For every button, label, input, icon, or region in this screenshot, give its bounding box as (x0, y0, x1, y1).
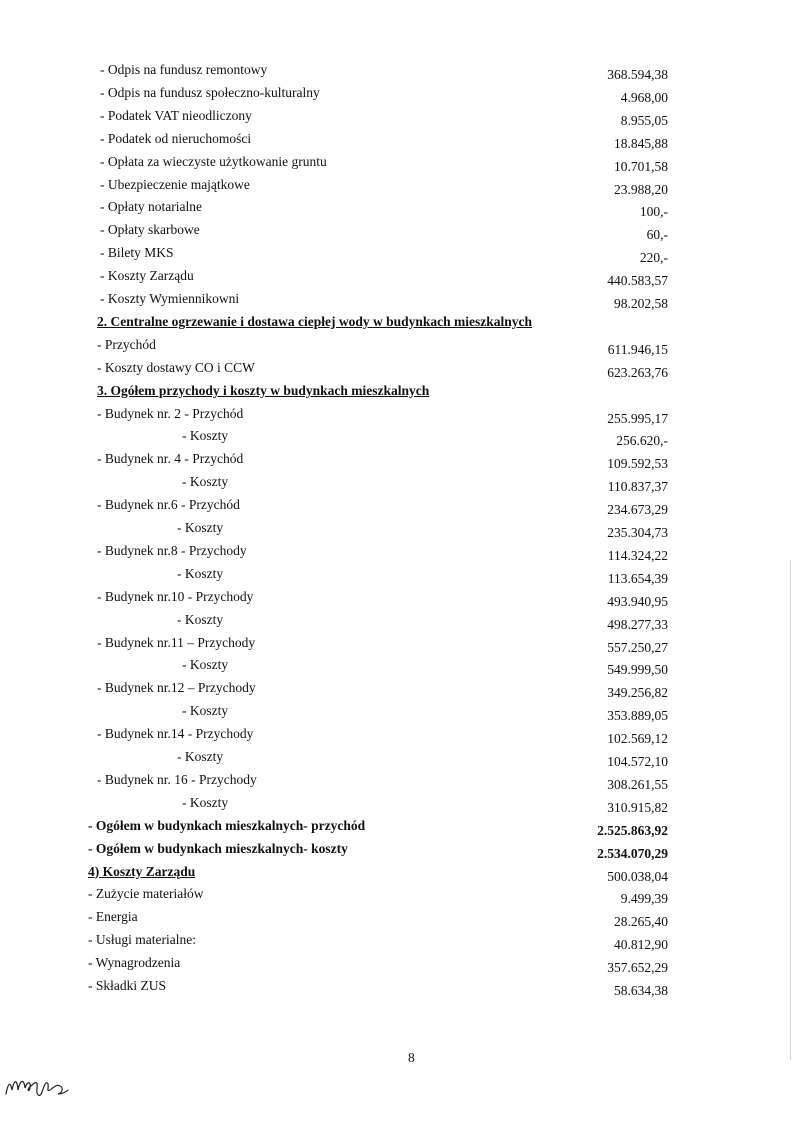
statement-row-value: 2.534.070,29 (597, 845, 668, 861)
statement-row-label: - Składki ZUS (88, 978, 167, 993)
statement-row-label: 4) Koszty Zarządu (88, 863, 196, 879)
statement-row-value: 498.277,33 (607, 616, 668, 632)
statement-row-value: 4.968,00 (620, 89, 668, 105)
statement-row-label: - Budynek nr.14 - Przychody (97, 726, 254, 742)
statement-row-value: 611.946,15 (607, 341, 668, 357)
statement-row-value: 60,- (646, 227, 668, 243)
statement-row (0, 85, 793, 107)
statement-row (0, 612, 793, 634)
statement-row-value: 308.261,55 (607, 776, 668, 792)
statement-row-label: - Ubezpieczenie majątkowe (100, 176, 250, 192)
statement-row-label: - Przychód (97, 336, 156, 352)
statement-row-value: 109.592,53 (607, 456, 668, 472)
statement-row (0, 451, 793, 473)
statement-row (0, 520, 793, 542)
statement-row-value: 9.499,39 (620, 891, 668, 907)
statement-row-label: - Koszty Zarządu (100, 268, 194, 284)
statement-row (0, 566, 793, 588)
statement-row-value: 100,- (639, 204, 668, 220)
statement-row-label: - Usługi materialne: (88, 932, 196, 948)
statement-row-value: 113.654,39 (607, 570, 668, 586)
statement-row-value: 220,- (639, 250, 668, 266)
statement-row-value: 40.812,90 (614, 937, 668, 953)
statement-row (0, 108, 793, 130)
statement-row (0, 635, 793, 657)
statement-row-label: - Podatek VAT nieodliczony (100, 107, 252, 123)
statement-row (0, 154, 793, 176)
statement-row-value: 18.845,88 (614, 135, 668, 151)
statement-row (0, 245, 793, 267)
statement-row (0, 657, 793, 679)
statement-row (0, 886, 793, 908)
scan-edge-line (790, 560, 791, 1060)
statement-row-value: 255.995,17 (607, 410, 668, 426)
statement-row-value: 58.634,38 (614, 983, 668, 998)
statement-row-label: - Budynek nr.10 - Przychody (97, 588, 254, 604)
statement-row (0, 932, 793, 954)
statement-row (0, 909, 793, 931)
statement-row-value: 357.652,29 (607, 960, 668, 976)
statement-row-label: - Budynek nr.6 - Przychód (97, 497, 240, 513)
statement-row-label: - Koszty (177, 749, 224, 764)
statement-row-label: - Koszty (182, 703, 229, 719)
statement-row (0, 314, 793, 336)
statement-row (0, 978, 793, 1000)
statement-row-value: 104.572,10 (607, 754, 668, 769)
statement-row (0, 772, 793, 794)
statement-row-value: 500.038,04 (607, 868, 668, 884)
statement-row (0, 749, 793, 771)
statement-row (0, 497, 793, 519)
statement-row-label: - Koszty dostawy CO i CCW (97, 359, 255, 375)
statement-row (0, 726, 793, 748)
statement-row-value: 310.915,82 (607, 799, 668, 815)
statement-row (0, 131, 793, 153)
statement-row-value: 2.525.863,92 (597, 822, 668, 838)
statement-row (0, 177, 793, 199)
statement-row-label: - Opłata za wieczyste użytkowanie gruntu (100, 153, 327, 169)
statement-row (0, 199, 793, 221)
statement-row-label: - Wynagrodzenia (88, 955, 181, 971)
page-number: 8 (408, 1050, 415, 1065)
statement-row-value: 368.594,38 (607, 67, 668, 82)
statement-row (0, 795, 793, 817)
statement-row (0, 955, 793, 977)
statement-row (0, 864, 793, 886)
statement-row-label: - Koszty (182, 474, 229, 490)
statement-row-value: 440.583,57 (607, 273, 668, 289)
statement-row (0, 428, 793, 450)
statement-row (0, 680, 793, 702)
statement-row-value: 8.955,05 (620, 112, 668, 128)
statement-row-label: - Budynek nr. 4 - Przychód (97, 451, 244, 467)
statement-row-value: 10.701,58 (614, 158, 668, 174)
statement-row-value: 549.999,50 (607, 662, 668, 678)
statement-row-label: - Koszty (182, 794, 229, 810)
statement-row-label: - Koszty (177, 520, 224, 535)
handwritten-signature (2, 1066, 72, 1104)
statement-row-value: 102.569,12 (607, 731, 668, 747)
statement-row (0, 383, 793, 405)
statement-row-value: 28.265,40 (614, 914, 668, 930)
statement-row-label: - Koszty (177, 565, 224, 581)
statement-row-label: 3. Ogółem przychody i koszty w budynkach mieszkalnych (97, 382, 430, 398)
statement-row-label: - Koszty (182, 428, 229, 444)
statement-row (0, 703, 793, 725)
statement-row-label: - Energia (88, 909, 138, 925)
statement-row-value: 114.324,22 (607, 547, 668, 563)
statement-row-value: 623.263,76 (607, 364, 668, 380)
statement-row (0, 818, 793, 840)
statement-row (0, 474, 793, 496)
statement-row-label: - Ogółem w budynkach mieszkalnych- koszty (88, 840, 348, 856)
statement-row-value: 234.673,29 (607, 502, 668, 518)
statement-row (0, 543, 793, 565)
statement-row-label: - Koszty (182, 657, 229, 673)
statement-row-label: - Bilety MKS (100, 245, 174, 261)
statement-row (0, 360, 793, 382)
statement-row-label: - Podatek od nieruchomości (100, 130, 252, 146)
statement-row (0, 222, 793, 244)
statement-row-value: 23.988,20 (614, 181, 668, 197)
statement-row-label: 2. Centralne ogrzewanie i dostawa ciepłej wody w budynkach mieszkalnych (97, 313, 532, 329)
statement-row-value: 557.250,27 (607, 639, 668, 655)
statement-row (0, 268, 793, 290)
statement-row (0, 337, 793, 359)
statement-row (0, 589, 793, 611)
statement-row-label: - Opłaty notarialne (100, 199, 202, 215)
statement-row-value: 98.202,58 (614, 296, 668, 311)
statement-row-label: - Koszty (177, 611, 224, 627)
statement-row-label: - Budynek nr.12 – Przychody (97, 680, 256, 696)
statement-row (0, 62, 793, 84)
statement-row (0, 406, 793, 428)
statement-row-label: - Odpis na fundusz remontowy (100, 62, 268, 77)
statement-row-label: - Budynek nr. 2 - Przychód (97, 405, 244, 421)
statement-row-label: - Zużycie materiałów (88, 886, 204, 902)
statement-row-label: - Odpis na fundusz społeczno-kulturalny (100, 84, 320, 100)
statement-row (0, 291, 793, 313)
statement-row-value: 110.837,37 (607, 479, 668, 495)
statement-row-label: - Opłaty skarbowe (100, 222, 200, 238)
statement-row-value: 235.304,73 (607, 525, 668, 540)
statement-row-label: - Ogółem w budynkach mieszkalnych- przychód (88, 817, 366, 833)
statement-row-value: 353.889,05 (607, 708, 668, 724)
statement-row-label: - Koszty Wymiennikowni (100, 291, 240, 306)
statement-row-value: 256.620,- (616, 433, 668, 449)
statement-row-value: 349.256,82 (607, 685, 668, 701)
statement-row-value: 493.940,95 (607, 593, 668, 609)
statement-row-label: - Budynek nr.8 - Przychody (97, 542, 247, 558)
statement-row-label: - Budynek nr.11 – Przychody (97, 634, 256, 650)
statement-row-label: - Budynek nr. 16 - Przychody (97, 771, 257, 787)
statement-row (0, 841, 793, 863)
